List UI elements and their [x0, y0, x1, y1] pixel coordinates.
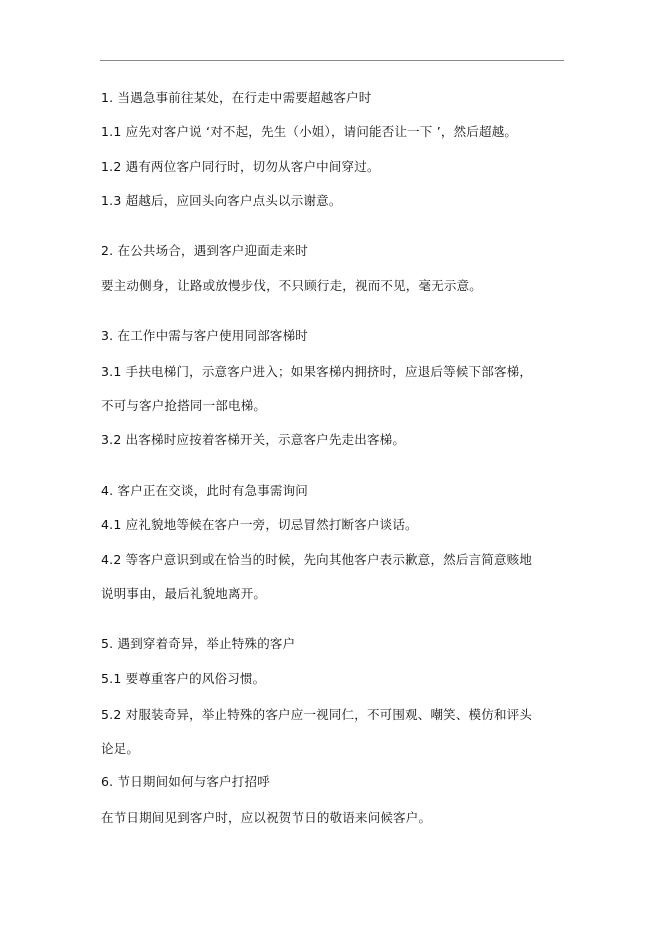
section-heading-6: 6. 节日期间如何与客户打招呼	[101, 774, 270, 789]
paragraph-3-2: 3.2 出客梯时应按着客梯开关，示意客户先走出客梯。	[101, 432, 406, 447]
header-rule	[100, 60, 564, 61]
paragraph-4-2: 4.2 等客户意识到或在恰当的时候，先向其他客户表示歉意，然后言简意赅地	[101, 552, 533, 567]
paragraph-1-3: 1.3 超越后，应回头向客户点头以示谢意。	[101, 193, 342, 208]
section-heading-5: 5. 遇到穿着奇异，举止特殊的客户	[101, 636, 296, 651]
paragraph-1-1: 1.1 应先对客户说 ‘对不起，先生（小姐），请问能否让一下 ’，然后超越。	[101, 124, 518, 139]
paragraph-2: 要主动侧身，让路或放慢步伐，不只顾行走，视而不见，毫无示意。	[101, 278, 483, 293]
section-heading-1: 1. 当遇急事前往某处，在行走中需要超越客户时	[101, 90, 372, 105]
section-heading-4: 4. 客户正在交谈，此时有急事需询问	[101, 483, 309, 498]
paragraph-5-2-cont: 论足。	[101, 741, 140, 756]
paragraph-6: 在节日期间见到客户时，应以祝贺节日的敬语来问候客户。	[101, 810, 432, 825]
paragraph-5-2: 5.2 对服装奇异，举止特殊的客户应一视同仁，不可围观、嘲笑、模仿和评头	[101, 707, 533, 722]
paragraph-1-2: 1.2 遇有两位客户同行时，切勿从客户中间穿过。	[101, 159, 380, 174]
paragraph-5-1: 5.1 要尊重客户的风俗习惯。	[101, 671, 266, 686]
paragraph-3-1: 3.1 手扶电梯门，示意客户进入；如果客梯内拥挤时，应退后等候下部客梯，	[101, 364, 533, 379]
paragraph-4-2-cont: 说明事由，最后礼貌地离开。	[101, 586, 267, 601]
paragraph-4-1: 4.1 应礼貌地等候在客户一旁，切忌冒然打断客户谈话。	[101, 517, 418, 532]
section-heading-2: 2. 在公共场合，遇到客户迎面走来时	[101, 243, 309, 258]
section-heading-3: 3. 在工作中需与客户使用同部客梯时	[101, 328, 309, 343]
paragraph-3-1-cont: 不可与客户抢搭同一部电梯。	[101, 398, 267, 413]
